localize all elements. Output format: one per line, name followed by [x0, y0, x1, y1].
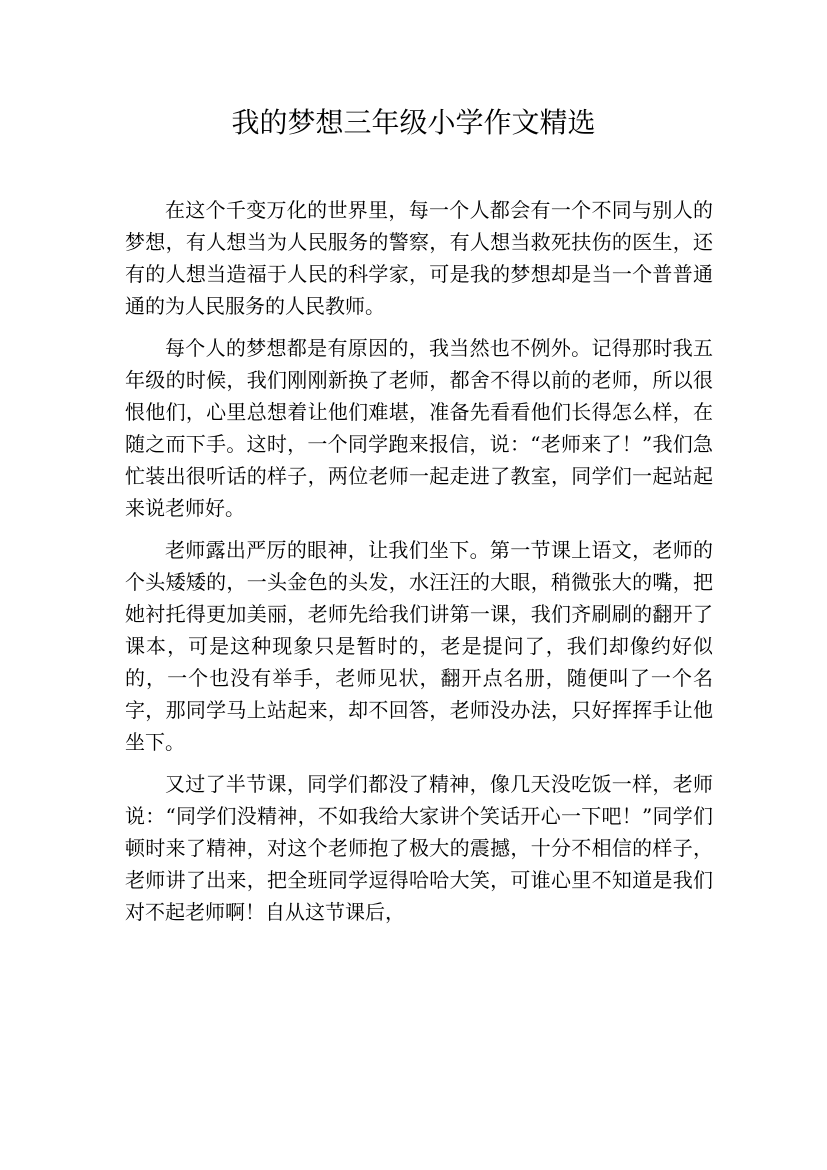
document-body	[125, 194, 713, 938]
paragraph: 老师露出严厉的眼神，让我们坐下。第一节课上语文，老师的个头矮矮的，一头金色的头发，水汪汪的大眼，稍微张大的嘴，把她衬托得更加美丽，老师先给我们讲第一课，我们齐刷刷的翻开了课本，可是这种现象只是暂时的，老是提问了，我们却像约好似的，一个也没有举手，老师见状，翻开点名册，随便叫了一个名字，那同学马上站起来，却不回答，老师没办法，只好挥挥手让他坐下。	[125, 538, 713, 754]
paragraph: 又过了半节课，同学们都没了精神，像几天没吃饭一样，老师说：“同学们没精神，不如我给大家讲个笑话开心一下吧！”同学们顿时来了精神，对这个老师抱了极大的震撼，十分不相信的样子，老师讲了出来，把全班同学逗得哈哈大笑，可谁心里不知道是我们对不起老师啊！自从这节课后，	[125, 772, 713, 924]
paragraph: 每个人的梦想都是有原因的，我当然也不例外。记得那时我五年级的时候，我们刚刚新换了老师，都舍不得以前的老师，所以很恨他们，心里总想着让他们难堪，准备先看看他们长得怎么样，在随之而下手。这时，一个同学跑来报信，说：“老师来了！”我们急忙装出很听话的样子，两位老师一起走进了教室，同学们一起站起来说老师好。	[125, 336, 713, 520]
document-title: 我的梦想三年级小学作文精选	[231, 106, 596, 139]
paragraph: 在这个千变万化的世界里，每一个人都会有一个不同与别人的梦想，有人想当为人民服务的警察，有人想当救死扶伤的医生，还有的人想当造福于人民的科学家，可是我的梦想却是当一个普普通通的为人民服务的人民教师。	[125, 198, 713, 318]
